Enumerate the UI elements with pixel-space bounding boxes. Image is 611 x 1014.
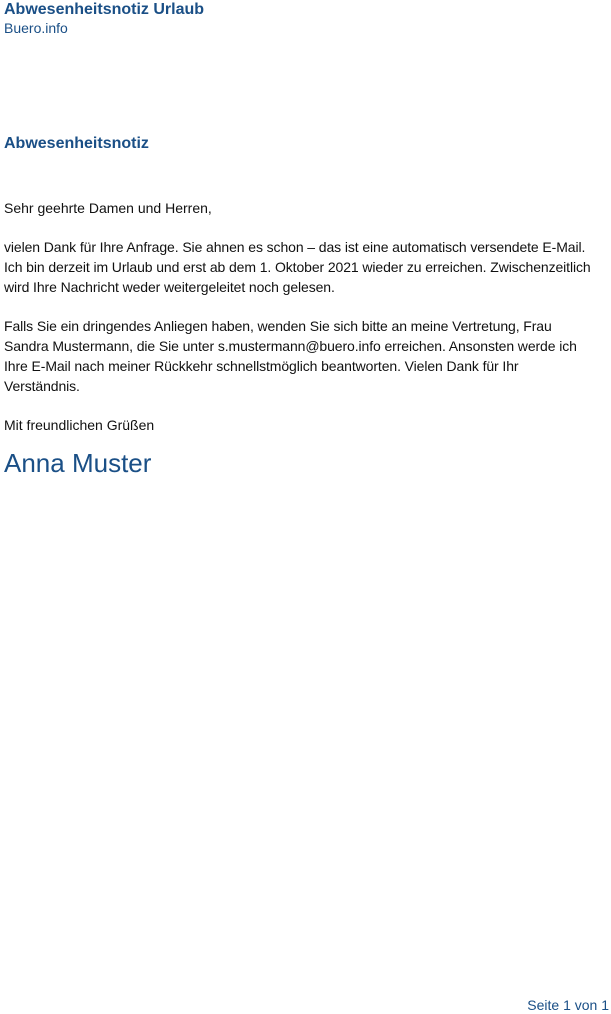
signature: Anna Muster: [4, 448, 152, 478]
document-header: [4, 0, 604, 37]
letter-body: [4, 134, 594, 479]
section-heading: Abwesenheitsnotiz: [4, 135, 149, 152]
document-title: Abwesenheitsnotiz Urlaub: [4, 1, 205, 18]
document-subtitle: Buero.info: [4, 20, 68, 36]
paragraph-2: Falls Sie ein dringendes Anliegen haben, wenden Sie sich bitte an meine Vertretung, Frau Sandra Mustermann, die Sie unter s.mustermann@buero.info erreichen. Ansonsten werde ich Ihre E-Mail nach meiner Rückkehr schnellstmöglich beantworten. Vielen Dank für Ihr Verständnis.: [4, 318, 577, 394]
closing-line: Mit freundlichen Grüßen: [4, 417, 155, 433]
salutation: Sehr geehrte Damen und Herren,: [4, 200, 212, 216]
paragraph-1: vielen Dank für Ihre Anfrage. Sie ahnen es schon – das ist eine automatisch versendete E-Mail. Ich bin derzeit im Urlaub und erst ab dem 1. Oktober 2021 wieder zu erreichen. Zwischenzeitlich wird Ihre Nachricht weder weitergeleitet noch gelesen.: [4, 239, 591, 295]
page-number: Seite 1 von 1: [527, 997, 609, 1013]
